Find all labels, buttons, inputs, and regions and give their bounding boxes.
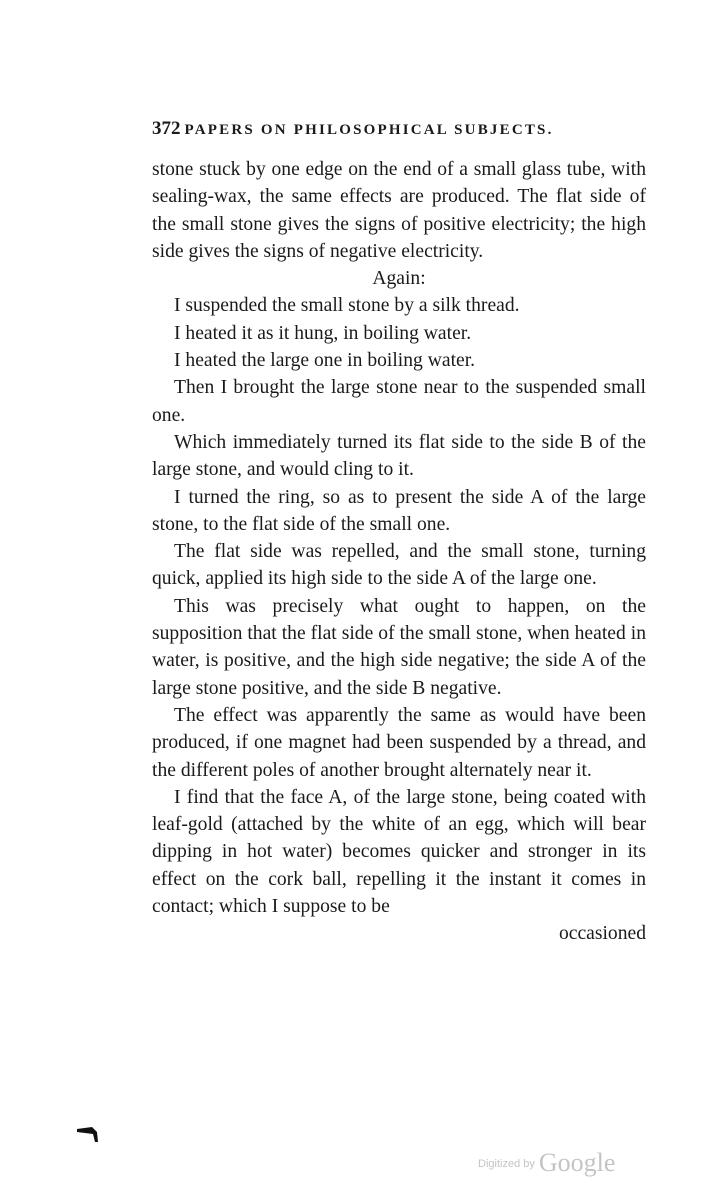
paragraph: Then I brought the large stone near to the suspended small one. [152, 377, 646, 426]
paragraph: I heated it as it hung, in boiling water. [174, 322, 472, 344]
paragraph: I heated the large one in boiling water. [174, 350, 476, 372]
watermark-prefix: Digitized by [478, 1158, 535, 1170]
page-number: 372 [152, 118, 181, 139]
catchword: occasioned [558, 923, 646, 945]
running-title: PAPERS ON PHILOSOPHICAL SUBJECTS. [184, 122, 554, 138]
paragraph: I turned the ring, so as to present the side A of the large stone, to the flat side of the small one. [152, 486, 646, 535]
paragraph: The flat side was repelled, and the small stone, turning quick, applied its high side to the side A of the large one. [152, 541, 646, 590]
paragraph: This was precisely what ought to happen, on the supposition that the flat side of the small stone, when heated in water, is positive, and the high side negative; the side A of the large stone positive, and the side B negative. [152, 595, 646, 699]
body-text [152, 156, 646, 948]
running-header [152, 118, 652, 140]
paragraph: Which immediately turned its flat side to the side B of the large stone, and would cling to it. [152, 431, 646, 481]
paragraph: The effect was apparently the same as would have been produced, if one magnet had been suspended by a thread, and the different poles of another brought alternately near it. [152, 704, 646, 781]
digitized-watermark [478, 1148, 628, 1188]
paragraph: I suspended the small stone by a silk thread. [174, 295, 520, 317]
page-corner-mark-icon [76, 1124, 102, 1144]
watermark-brand: Google [538, 1148, 616, 1177]
paragraph-again: Again: [372, 268, 426, 290]
paragraph: I find that the face A, of the large stone, being coated with leaf-gold (attached by the white of an egg, which will bear dipping in hot water) becomes quicker and stronger in its effect on the cork ball, repelling it the instant it comes in contact; which I suppose to be [152, 786, 646, 918]
paragraph-continuation: stone stuck by one edge on the end of a small glass tube, with sealing-wax, the same effects are produced. The flat side of the small stone gives the signs of positive electricity; the high side gives the signs of negative electricity. [152, 159, 646, 262]
